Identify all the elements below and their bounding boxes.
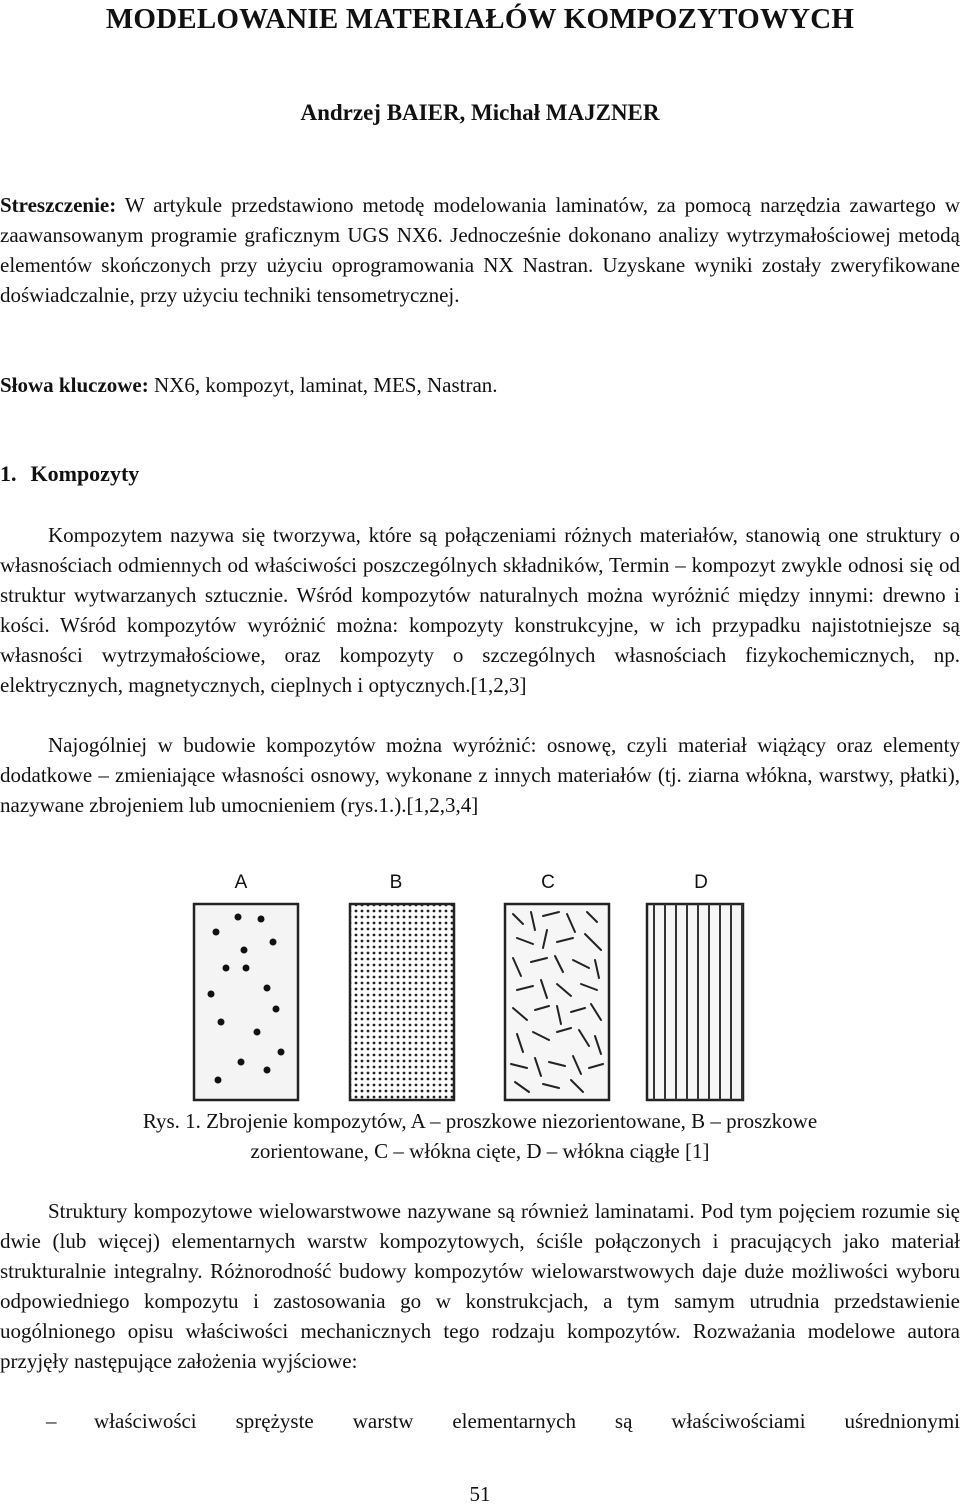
list-item-text: właściwości sprężyste warstw elementarnych są właściwościami uśrednionymi (94, 1409, 960, 1433)
panel-label-a: A (234, 872, 248, 893)
panel-a-powder-random (194, 904, 298, 1100)
figure-caption (0, 1106, 960, 1166)
panel-label-d: D (694, 872, 708, 893)
abstract-label: Streszczenie: (0, 193, 117, 217)
abstract-text: W artykule przedstawiono metodę modelowania laminatów, za pomocą narzędzia zawartego w zaawansowanym programie graficznym UGS NX6. Jednocześnie dokonano analizy wytrzymałościowej metodą elementów skończonych przy użyciu oprogramowania NX Nastran. Uzyskane wyniki zostały zweryfikowane doświadczalnie, przy użyciu techniki tensometrycznej. (0, 193, 960, 307)
section-heading (0, 461, 139, 487)
section1-paragraph-2: Najogólniej w budowie kompozytów można wyróżnić: osnowę, czyli materiał wiążący oraz elementy dodatkowe – zmieniające własności osnowy, wykonane z innych materiałów (tj. ziarna włókna, warstwy, płatki), nazywane zbrojeniem lub umocnieniem (rys.1.).[1,2,3,4] (0, 733, 960, 817)
page-number: 51 (469, 1482, 491, 1506)
keywords-label: Słowa kluczowe: (0, 373, 149, 397)
section-title: Kompozyty (30, 461, 140, 486)
abstract-paragraph (0, 190, 960, 310)
figure-panels-svg (191, 872, 751, 1104)
laminates-paragraph: Struktury kompozytowe wielowarstwowe nazywane są również laminatami. Pod tym pojęciem rozumie się dwie (lub więcej) elementarnych warstw kompozytowych, ściśle połączonych i pracujących jako materiał strukturalnie integralny. Różnorodność budowy kompozytów wielowarstwowych daje duże możliwości wyboru odpowiedniego kompozytu i zastosowania go w konstrukcjach, a tym samym utrudnia przedstawienie uogólnionego opisu właściwości mechanicznych tego rodzaju kompozytów. Rozważania modelowe autora przyjęły następujące założenia wyjściowe: (0, 1199, 960, 1373)
figure-reinforcement (191, 872, 751, 1104)
keywords-paragraph (0, 370, 960, 400)
panel-c-chopped-fibres (505, 904, 609, 1100)
panel-d-continuous-fibres (647, 904, 743, 1100)
caption-line-1: Rys. 1. Zbrojenie kompozytów, A – proszkowe niezorientowane, B – proszkowe (142, 1109, 818, 1133)
panel-label-c: C (541, 872, 555, 893)
paper-title: MODELOWANIE MATERIAŁÓW KOMPOZYTOWYCH (105, 3, 855, 35)
section-number: 1. (0, 461, 17, 486)
panel-b-powder-oriented (350, 904, 454, 1100)
caption-line-2: zorientowane, C – włókna cięte, D – włókna ciągłe [1] (250, 1139, 710, 1163)
section1-paragraph-1: Kompozytem nazywa się tworzywa, które są połączeniami różnych materiałów, stanowią one struktury o własnościach odmiennych od właściwości poszczególnych składników, Termin – kompozyt zwykle odnosi się od struktur wytwarzanych sztucznie. Wśród kompozytów naturalnych można wyróżnić między innymi: drewno i kości. Wśród kompozytów wyróżnić można: kompozyty konstrukcyjne, w ich przypadku najistotniejsze są własności wytrzymałościowe, oraz kompozyty o szczególnych własnościach fizykochemicznych, np. elektrycznych, magnetycznych, cieplnych i optycznych.[1,2,3] (0, 523, 960, 697)
keywords-text: NX6, kompozyt, laminat, MES, Nastran. (148, 373, 498, 397)
paper-authors: Andrzej BAIER, Michał MAJZNER (300, 100, 660, 125)
list-dash: – (46, 1409, 57, 1433)
panel-label-b: B (389, 872, 403, 893)
